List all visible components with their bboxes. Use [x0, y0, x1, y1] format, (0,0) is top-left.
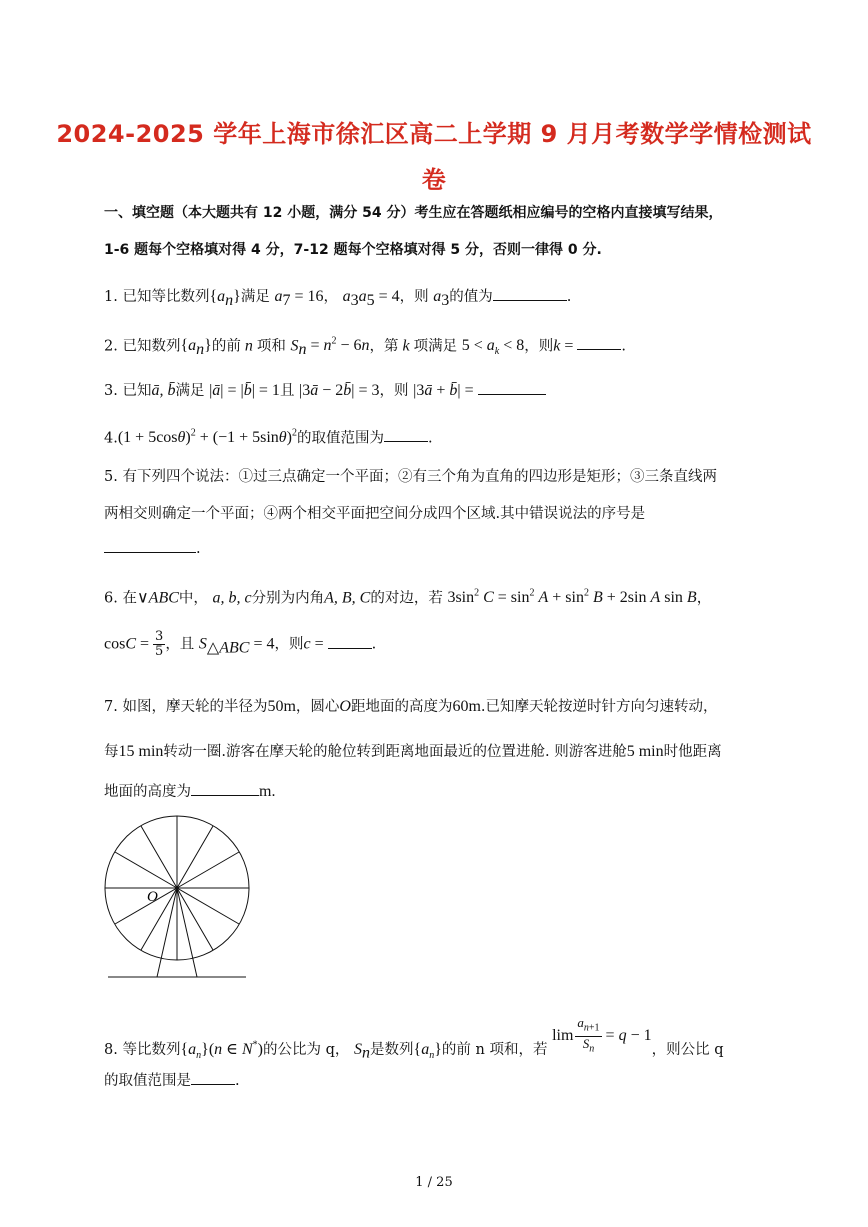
section-heading-line1: 一、填空题（本大题共有 12 小题，满分 54 分）考生应在答题纸相应编号的空格内直接填写结果， [104, 205, 723, 221]
question-7-line2: 每15 min转动一圈.游客在摩天轮的舱位转到距离地面最近的位置进舱. 则游客进舱5 min时他距离 [104, 743, 722, 760]
answer-blank [191, 1070, 235, 1085]
answer-blank [384, 427, 428, 442]
question-6-line1: 6. 在∨ABC中， a, b, c分别为内角A, B, C的对边，若 $3\sin^2$ $C = \sin^2 A + \sin^2 B + 2\sin$ A sin B， [104, 588, 712, 607]
answer-blank [577, 335, 621, 350]
answer-blank [191, 781, 259, 796]
question-5-line1: 5. 有下列四个说法：①过三点确定一个平面；②有三个角为直角的四边形是矩形；③三条直线两 [104, 469, 717, 485]
wheel-spokes [105, 816, 249, 977]
question-6-line2: cosC = $\frac{3}{5}$ ，且 $S_{\triangle ABC} = 4$，则c = . [104, 629, 377, 659]
document-title-line1: 2024-2025 学年上海市徐汇区高二上学期 9 月月考数学学情检测试 [56, 120, 812, 148]
answer-blank [478, 380, 546, 395]
question-7-line3: 地面的高度为 m. [104, 783, 276, 800]
section-heading-line2: 1-6 题每个空格填对得 4 分，7-12 题每个空格填对得 5 分，否则一律得 0 分. [104, 242, 602, 258]
center-label-O: O [147, 889, 158, 905]
question-2: 2. 已知数列$\{a_n\}$的前 n 项和 $S_n = n^2 - 6n$，第 k 项满足 $5 < a_k < 8$，则k = . [104, 336, 626, 359]
answer-blank [328, 634, 372, 649]
question-3: 3. 已知ā, b̄满足 |ā| = |b̄| = 1且 |3ā − 2b̄| = 3，则 |3ā + b̄| = [104, 380, 768, 401]
question-4: $4.(1 + 5\cos\theta)^2 + (-1 + 5\sin\theta)^2$的取值范围为 . [104, 428, 433, 447]
page-number: 1 / 25 [415, 1175, 453, 1190]
question-8-line2: 的取值范围是 . [104, 1070, 768, 1091]
answer-blank [104, 538, 196, 553]
question-1: 1. 已知等比数列$\{a_n\}$满足 $a_7 = 16$， $a_3a_5 = 4$，则 $a_3$的值为 . [104, 288, 572, 310]
document-title-line2: 卷 [421, 166, 447, 194]
question-8-line1: 8. 等比数列$\{a_n\}(n$ ∈ N*)的公比为 q， $S_n$是数列$\{a_n\}$的前 n 项和，若 lim $\frac{a_{n+1}}{S_n}$ = q − 1，则公比 q [104, 1015, 724, 1062]
question-5-line3: . [104, 538, 768, 559]
ferris-wheel-figure [100, 815, 260, 985]
question-7-line1: 7. 如图，摩天轮的半径为50m，圆心O距地面的高度为60m.已知摩天轮按逆时针方向匀速转动， [104, 698, 718, 715]
answer-blank [493, 286, 567, 301]
question-5-line2: 两相交则确定一个平面；④两个相交平面把空间分成四个区域.其中错误说法的序号是 [104, 506, 646, 522]
